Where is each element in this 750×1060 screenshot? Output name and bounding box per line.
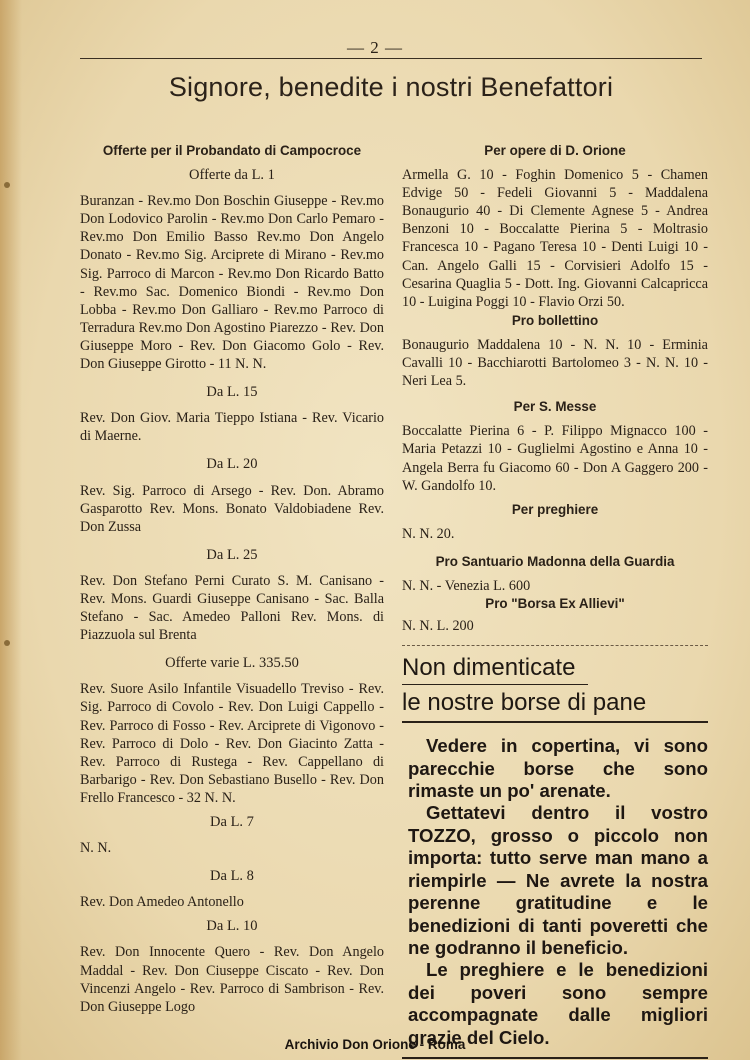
group-label: Offerte varie L. 335.50 — [165, 655, 299, 672]
section-heading: Pro bollettino — [511, 312, 599, 328]
donor-list: Rev. Sig. Parroco di Arsego - Rev. Don. Abramo Gasparotto Rev. Mons. Bonato Valdobiadene Rev. Don Zussa — [80, 482, 384, 535]
ornamental-divider — [402, 639, 708, 646]
binding-hole-icon — [4, 640, 10, 646]
section-heading: Pro Santuario Madonna della Guardia — [435, 553, 675, 569]
box-bottom-rule — [402, 1057, 708, 1059]
probandato-heading: Offerte per il Probandato di Campocroce — [102, 143, 362, 158]
donor-list: Rev. Suore Asilo Infantile Visuadello Treviso - Rev. Sig. Parroco di Covolo - Rev. Don Luigi Cappello - Rev. Parroco di Fosso - Rev. Arciprete di Vigonovo - Rev. Parroco di Dolo - Rev. Don Giacinto Zatta - Rev. Parroco di Rustega - Rev. Cappellano di Barbarigo - Rev. Don Sebastiano Busello - Rev. Don Frello Francesco - 32 N. N. — [80, 681, 384, 806]
donor-list: N. N. - Venezia L. 600 — [402, 577, 531, 594]
box-title-line2: le nostre borse di pane — [402, 689, 647, 717]
section-heading: Per preghiere — [511, 501, 599, 517]
box-title-line1: Non dimenticate — [402, 654, 576, 682]
left-column — [80, 142, 384, 1016]
appeal-paragraph: Le preghiere e le benedizioni dei poveri sono sempre accompagnate dalle migliori grazie del Cielo. — [408, 959, 708, 1048]
donor-list: Boccalatte Pierina 6 - P. Filippo Mignacco 100 - Maria Petazzi 10 - Guglielmi Agostino e Anna 10 - Angela Berra fu Giacomo 60 - Don A Gaggero 200 - W. Gandolfo 10. — [402, 423, 708, 494]
group-label: Da L. 15 — [206, 384, 258, 401]
section-heading: Pro "Borsa Ex Allievi" — [485, 596, 625, 612]
section-heading: Per opere di D. Orione — [484, 143, 626, 158]
binding-hole-icon — [4, 182, 10, 188]
donor-list: Rev. Don Innocente Quero - Rev. Don Angelo Maddal - Rev. Don Ciuseppe Ciscato - Rev. Don Vincenzi Angelo - Rev. Parroco di Sambrison - Rev. Don Giuseppe Logo — [80, 944, 384, 1015]
appeal-paragraph: Vedere in copertina, vi sono parecchie borse che sono rimaste un po' arenate. — [408, 735, 708, 802]
bread-bags-box — [402, 654, 708, 1059]
donor-list: Armella G. 10 - Foghin Domenico 5 - Chamen Edvige 50 - Fedeli Giovanni 5 - Maddalena Bonaugurio 40 - Di Clemente Agnese 5 - Andrea Benzoni 10 - Boccalatte Pierina 5 - Moltrasio Francesca 10 - Pagano Teresa 10 - Denti Luigi 10 - Can. Angelo Galli 15 - Corvisieri Adolfo 15 - Cesarina Quaglia 5 - Dott. Ing. Giovanni Calcapricca 10 - Luigina Poggi 10 - Flavio Orzi 50. — [402, 167, 708, 310]
donor-list: Rev. Don Giov. Maria Tieppo Istiana - Rev. Vicario di Maerne. — [80, 410, 384, 445]
group-label: Da L. 7 — [210, 814, 254, 830]
header-rule — [80, 58, 702, 59]
group-label: Offerte da L. 1 — [189, 167, 275, 184]
right-column — [402, 142, 708, 1059]
archive-footer: Archivio Don Orione - Roma — [284, 1037, 466, 1052]
section-heading: Per S. Messe — [513, 399, 597, 415]
page-edge-shadow — [0, 0, 22, 1060]
donor-list: N. N. 20. — [402, 525, 455, 542]
group-label: Da L. 10 — [206, 918, 258, 935]
group-label: Da L. 20 — [206, 456, 258, 473]
page-number: — 2 — — [347, 38, 403, 57]
appeal-paragraph: Gettatevi dentro il vostro TOZZO, grosso o piccolo non importa: tutto serve man mano a riempirle — Ne avrete la nostra perenne gratitudine e le benedizioni di tanti poveretti che ne godranno il beneficio. — [408, 802, 708, 958]
donor-list: Rev. Don Stefano Perni Curato S. M. Canisano - Rev. Mons. Guardi Giuseppe Canisano - Sac. Balla Stefano - Sac. Amedeo Palloni Rev. Mons. di Piazzuola sul Brenta — [80, 572, 384, 644]
donor-list: Bonaugurio Maddalena 10 - N. N. 10 - Erminia Cavalli 10 - Bacchiarotti Bartolomeo 3 - N. N. 10 - Neri Lea 5. — [402, 336, 708, 390]
box-rule — [402, 721, 708, 723]
box-rule — [402, 684, 588, 685]
donor-list: Rev. Don Amedeo Antonello — [80, 894, 244, 911]
page-title: Signore, benedite i nostri Benefattori — [168, 72, 614, 102]
donor-list: Buranzan - Rev.mo Don Boschin Giuseppe - Rev.mo Don Lodovico Parolin - Rev.mo Don Carlo Pemaro - Rev.mo Don Emilio Basso Rev.mo Don Angelo Donato - Rev.mo Sig. Arciprete di Mirano - Rev.mo Sig. Parroco di Marcon - Rev.mo Don Ricardo Batto - Rev.mo Sac. Domenico Biondi - Rev.mo Don Lobba - Rev.mo Don Galliaro - Rev.mo Parroco di Terradura Rev.mo Don Agostino Piarezzo - Rev. Don Giuseppe Moro - Rev. Don Giacomo Golo - Rev. Don Giuseppe Girotto - 11 N. N. — [80, 193, 384, 373]
group-label: Da L. 25 — [206, 546, 258, 563]
group-label: Da L. 8 — [210, 868, 254, 885]
donor-list: N. N. L. 200 — [402, 618, 474, 635]
donor-list: N. N. — [80, 840, 112, 857]
